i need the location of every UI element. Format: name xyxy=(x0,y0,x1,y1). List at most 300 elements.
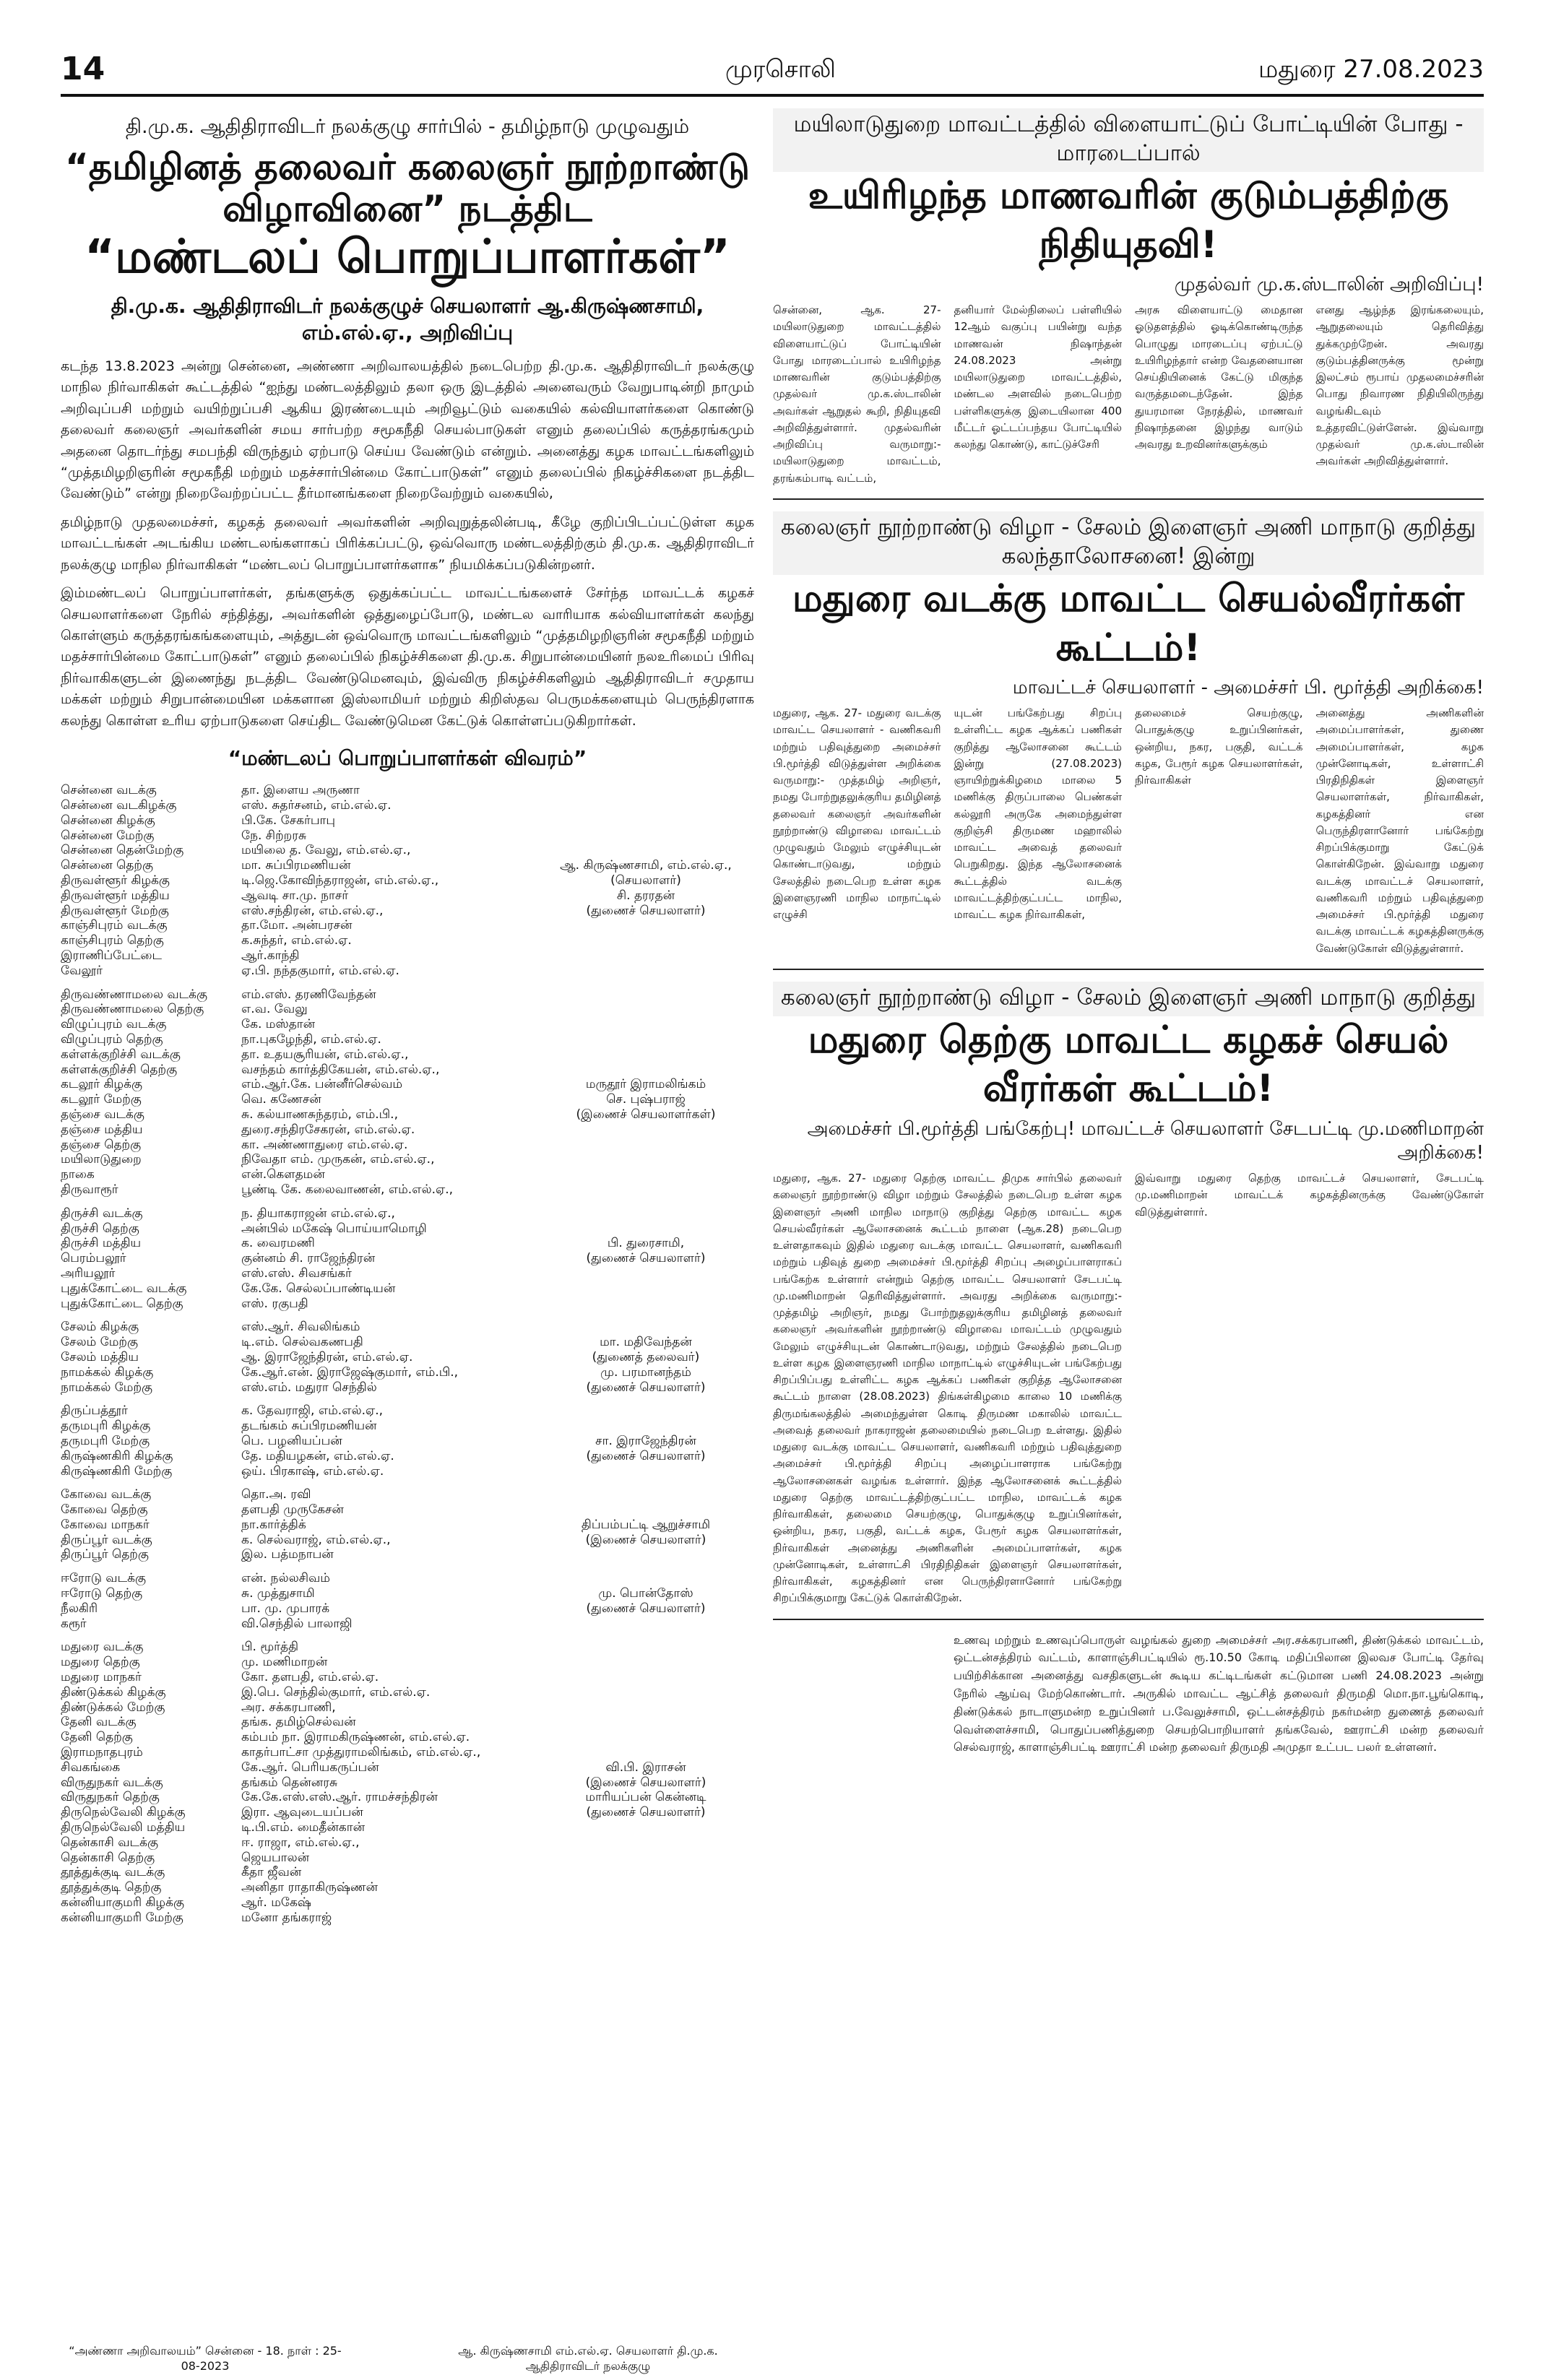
story1-body xyxy=(773,302,1484,487)
zone-row xyxy=(61,904,754,919)
zone-row xyxy=(61,858,754,873)
incharge-cell: மனோ தங்கராஜ் xyxy=(241,1910,332,1925)
district-cell: தஞ்சை வடக்கு xyxy=(61,1107,144,1122)
district-cell: விழுப்புரம் தெற்கு xyxy=(61,1031,163,1047)
incharge-cell: எம்.ஆர்.கே. பன்னீர்செல்வம் xyxy=(241,1077,403,1092)
district-cell: விருதுநகர் தெற்கு xyxy=(61,1790,160,1805)
zone-row xyxy=(61,1152,754,1167)
zone-row xyxy=(61,1820,754,1835)
footer-place-date: “அண்ணா அறிவாலயம்” சென்னை - 18. நாள் : 25-08-2023 xyxy=(69,2344,342,2373)
zone-row xyxy=(61,813,754,828)
zone-row xyxy=(61,1077,754,1092)
zone-officer-cell: (துணைச் செயலாளர்) xyxy=(586,1601,706,1616)
zone-row xyxy=(61,1479,754,1487)
district-cell: நீலகிரி xyxy=(61,1601,98,1616)
zone-officer-cell xyxy=(552,1403,740,1419)
story1-kicker: மயிலாடுதுறை மாவட்டத்தில் விளையாட்டுப் போட்டியின் போது - மாரடைப்பால் xyxy=(773,108,1484,172)
left-headline-2: “மண்டலப் பொறுப்பாளர்கள்” xyxy=(85,230,730,284)
incharge-cell: எஸ். சுதர்சனம், எம்.எல்.ஏ. xyxy=(241,798,392,813)
district-cell: புதுக்கோட்டை தெற்கு xyxy=(61,1296,183,1311)
zone-row xyxy=(61,1206,754,1221)
zone-row xyxy=(61,1063,754,1078)
district-cell: தஞ்சை தெற்கு xyxy=(61,1137,142,1152)
zone-officer-cell xyxy=(552,783,740,798)
district-cell: கள்ளக்குறிச்சி தெற்கு xyxy=(61,1062,178,1077)
divider xyxy=(773,969,1484,970)
story3-subhead: அமைச்சர் பி.மூர்த்தி பங்கேற்பு! மாவட்டச் செயலாளர் சேடபட்டி மு.மணிமாறன் அறிக்கை! xyxy=(807,1118,1484,1164)
zone-row xyxy=(61,1198,754,1206)
district-cell: திருப்பூர் தெற்கு xyxy=(61,1547,149,1562)
district-cell: திருவண்ணாமலை வடக்கு xyxy=(61,987,208,1002)
zone-row xyxy=(61,1311,754,1320)
district-cell: கிருஷ்ணகிரி மேற்கு xyxy=(61,1463,173,1479)
zone-officer-cell xyxy=(552,843,740,858)
incharge-cell: கீதா ஜீவன் xyxy=(241,1865,302,1880)
story1-column: எனது ஆழ்ந்த இரங்கலையும், ஆறுதலையும் தெரிவித்து துக்கமுற்றேன். அவரது குடும்பத்தினருக்கு மூன்று இலட்சம் ரூபாய் முதலமைச்சரின் பொது நிவாரண நிதியிலிருந்து வழங்கிடவும் உத்தரவிட்டுள்ளேன். இவ்வாறு முதல்வர் மு.க.ஸ்டாலின் அவர்கள் அறிவித்துள்ளார். xyxy=(1315,303,1484,468)
announcement-article xyxy=(61,116,754,2340)
zone-row xyxy=(61,1297,754,1312)
zone-officer-cell: (இணைச் செயலாளர்கள்) xyxy=(576,1107,716,1122)
zone-officer-cell xyxy=(552,1670,740,1685)
zone-officer-cell xyxy=(552,1715,740,1730)
zone-row xyxy=(61,1805,754,1820)
incharge-cell: தா. உதயசூரியன், எம்.எல்.ஏ., xyxy=(241,1047,409,1062)
zone-officer-cell xyxy=(552,1221,740,1237)
incharge-cell: எஸ்.எம். மதுரா செந்தில் xyxy=(241,1380,377,1395)
incharge-cell: டி.பி.எம். மைதீன்கான் xyxy=(241,1820,366,1835)
district-cell: சென்னை வடகிழக்கு xyxy=(61,798,177,813)
page-number: 14 xyxy=(61,51,105,87)
story2-column: தலைமைச் செயற்குழு, பொதுக்குழு உறுப்பினர்கள், ஒன்றிய, நகர, பகுதி, வட்டக் கழக, பேரூர் கழக செயலாளர்கள், நிர்வாகிகள் xyxy=(1135,706,1303,787)
zone-row xyxy=(61,1002,754,1017)
incharge-cell: கே.ஆர்.என். இராஜேஷ்குமார், எம்.பி., xyxy=(241,1364,459,1380)
zone-officer-cell xyxy=(552,1880,740,1895)
district-cell: மதுரை வடக்கு xyxy=(61,1640,144,1655)
zone-row xyxy=(61,798,754,813)
zone-row xyxy=(61,1571,754,1586)
incharge-cell: ஆவடி சா.மு. நாசர் xyxy=(241,888,349,903)
zone-officer-cell: (துணைச் செயலாளர்) xyxy=(586,903,706,918)
zone-row xyxy=(61,1745,754,1760)
incharge-cell: க. தேவராஜி, எம்.எல்.ஏ., xyxy=(241,1403,384,1419)
incharge-cell: வெ. கணேசன் xyxy=(241,1092,321,1107)
zone-row xyxy=(61,1715,754,1730)
incharge-cell: கே. மஸ்தான் xyxy=(241,1017,316,1032)
incharge-cell: எஸ்.சந்திரன், எம்.எல்.ஏ., xyxy=(241,903,384,918)
district-cell: மதுரை தெற்கு xyxy=(61,1655,140,1670)
divider xyxy=(773,1619,1484,1620)
footer-signature: ஆ. கிருஷ்ணசாமி எம்.எல்.ஏ. செயலாளர் தி.மு.க. ஆதிதிராவிடர் நலக்குழு xyxy=(458,2344,718,2373)
incharge-cell: துரை.சந்திரசேகரன், எம்.எல்.ஏ. xyxy=(241,1122,415,1137)
district-cell: இராணிப்பேட்டை xyxy=(61,948,163,963)
zone-officer-cell: (இணைச் செயலாளர்) xyxy=(585,1775,706,1790)
zone-row xyxy=(61,828,754,844)
incharge-cell: கே.ஆர். பெரியகருப்பன் xyxy=(241,1760,379,1775)
district-cell: பெரம்பலூர் xyxy=(61,1251,126,1266)
zone-officer-cell: மாரியப்பன் கென்னடி xyxy=(585,1790,706,1805)
incharge-cell: பி. மூர்த்தி xyxy=(241,1640,299,1655)
announcement-footer xyxy=(61,2344,754,2373)
incharge-cell: ஒய். பிரகாஷ், எம்.எல்.ஏ. xyxy=(241,1463,384,1479)
zone-row xyxy=(61,1107,754,1122)
incharge-cell: குன்னம் சி. ராஜேந்திரன் xyxy=(241,1251,376,1266)
story1-column: சென்னை, ஆக. 27- மயிலாடுதுறை மாவட்டத்தில் விளையாட்டுப் போட்டியின் போது மாரடைப்பால் உயிரிழந்த மாணவரின் குடும்பத்திற்கு முதல்வர் மு.க.ஸ்டாலின் அவர்கள் ஆறுதல் கூறி, நிதியுதவி அறிவித்துள்ளார். முதல்வரின் அறிவிப்பு வருமாறு:- மயிலாடுதுறை மாவட்டம், தரங்கம்பாடி வட்டம், xyxy=(773,303,941,485)
zone-officer-cell xyxy=(552,1911,740,1926)
left-paragraph: கடந்த 13.8.2023 அன்று சென்னை, அண்ணா அறிவாலயத்தில் நடைபெற்ற தி.மு.க. ஆதிதிராவிடர் நலக்குழு மாநில நிர்வாகிகள் கூட்டத்தில் “ஐந்து மண்டலத்திலும் தலா ஒரு இடத்தில் அனைவரும் வேறுபாடின்றி நாமும் அறிவுப்பசி மற்றும் வயிற்றுப்பசி ஆகிய இரண்டையும் அறிவூட்டும் வகையில் கல்வியாளர்களை கொண்டு தலைவர் கலைஞர் அவர்களின் சமய சார்பற்ற சமூகநீதி செயல்பாடுகள் எனும் தலைப்பில் கருத்தரங்கமும் அதனை தொடர்ந்து சமபந்தி விருந்தும் ஏற்பாடு செய்ய வேண்டும் என்றும். அனைத்து கழக மாவட்டங்களிலும் “முத்தமிழறிஞரின் சமூகநீதி மற்றும் மதச்சார்பின்மை கோட்பாடுகள்” எனும் தலைப்பில் நிகழ்ச்சிகளை நடத்திட வேண்டும்” என்று நிறைவேற்றப்பட்ட தீர்மானங்களை நிறைவேற்றும் வகையில், xyxy=(61,358,754,502)
incharge-cell: கோ. தளபதி, எம்.எல்.ஏ. xyxy=(241,1670,379,1685)
zone-officer-cell: (செயலாளர்) xyxy=(610,873,681,888)
zone-row xyxy=(61,1617,754,1632)
zone-officer-cell xyxy=(552,1017,740,1032)
zone-officer-cell xyxy=(552,1063,740,1078)
incharge-cell: சு. கல்யாணசுந்தரம், எம்.பி., xyxy=(241,1107,398,1122)
dateline: மதுரை 27.08.2023 xyxy=(1258,55,1484,84)
district-cell: சேலம் கிழக்கு xyxy=(61,1320,139,1335)
zone-officer-cell xyxy=(552,1685,740,1700)
incharge-cell: பா. மு. முபாரக் xyxy=(241,1601,330,1616)
zone-row xyxy=(61,1631,754,1640)
zone-row xyxy=(61,1380,754,1395)
zone-row xyxy=(61,1547,754,1562)
left-byline: தி.மு.க. ஆதிதிராவிடர் நலக்குழுச் செயலாளர் ஆ.கிருஷ்ணசாமி, எம்.எல்.ஏ., அறிவிப்பு xyxy=(111,293,704,345)
incharge-cell: டி.ஜெ.கோவிந்தராஜன், எம்.எல்.ஏ., xyxy=(241,873,439,888)
district-cell: மயிலாடுதுறை xyxy=(61,1152,142,1167)
zone-officer-cell xyxy=(552,1266,740,1281)
zone-officer-cell: (இணைச் செயலாளர்) xyxy=(585,1532,706,1547)
incharge-cell: எம்.எஸ். தரணிவேந்தன் xyxy=(241,987,376,1002)
district-cell: கடலூர் கிழக்கு xyxy=(61,1077,142,1092)
zone-list xyxy=(61,783,754,1925)
district-cell: கடலூர் மேற்கு xyxy=(61,1092,142,1107)
incharge-cell: எ.வ. வேலு xyxy=(241,1002,308,1017)
district-cell: தருமபுரி மேற்கு xyxy=(61,1433,150,1448)
incharge-cell: தளபதி முருகேசன் xyxy=(241,1502,344,1518)
incharge-cell: டி.எம். செல்வகணபதி xyxy=(241,1335,363,1350)
newspaper-name: முரசொலி xyxy=(725,55,836,84)
district-cell: திருப்பூர் வடக்கு xyxy=(61,1532,152,1547)
zone-row xyxy=(61,1221,754,1237)
zone-row xyxy=(61,1730,754,1745)
zone-row xyxy=(61,843,754,858)
district-cell: தென்காசி வடக்கு xyxy=(61,1835,158,1850)
incharge-cell: கம்பம் நா. இராமகிருஷ்ணன், எம்.எல்.ஏ. xyxy=(241,1730,470,1745)
zone-officer-cell xyxy=(552,1640,740,1655)
incharge-cell: அன்பில் மகேஷ் பொய்யாமொழி xyxy=(241,1221,427,1236)
photo-caption: உணவு மற்றும் உணவுப்பொருள் வழங்கல் துறை அமைச்சர் அர.சக்கரபாணி, திண்டுக்கல் மாவட்டம், ஒட்டன்சத்திரம் வட்டம், காளாஞ்சிபட்டியில் ரூ.10.50 கோடி மதிப்பிலான இலவச போட்டி தேர்வு பயிற்சிக்கான அனைத்து வசதிகளுடன் கூடிய கட்டிடங்கள் கட்டுமான பணி 24.08.2023 அன்று நேரில் ஆய்வு மேற்கொண்டார். அருகில் மாவட்ட ஆட்சித் தலைவர் திருமதி மொ.நா.பூங்கொடி, திண்டுக்கல் நாடாளுமன்ற உறுப்பினர் ப.வேலுச்சாமி, ஒட்டன்சத்திரம் நகர்மன்ற துணைத் தலைவர் வெள்ளைச்சாமி, பொதுப்பணித்துறை செயற்பொறியாளர் தங்கவேல், ஊராட்சி மன்ற தலைவர் செல்வராஜ், காளாஞ்சிபட்டி ஊராட்சி மன்ற தலைவர் திருமதி அமுதா உட்பட பலர் உள்ளனர். xyxy=(954,1632,1484,1754)
zone-row xyxy=(61,1851,754,1866)
zone-row xyxy=(61,1350,754,1365)
district-cell: திருநெல்வேலி கிழக்கு xyxy=(61,1805,186,1820)
zone-officer-cell xyxy=(552,798,740,813)
district-cell: திருவண்ணாமலை தெற்கு xyxy=(61,1002,204,1017)
zone-row xyxy=(61,873,754,888)
zone-officer-cell xyxy=(552,1167,740,1182)
zone-row xyxy=(61,1601,754,1617)
story3-tail: இவ்வாறு மதுரை தெற்கு மாவட்டச் செயலாளர், சேடபட்டி மு.மணிமாறன் மாவட்டக் கழகத்தினருக்கு வேண்டுகோள் விடுத்துள்ளார். xyxy=(1135,1172,1484,1219)
story1-column: அரசு விளையாட்டு மைதான ஓடுதளத்தில் ஓடிக்கொண்டிருந்த பொழுது மாரடைப்பு ஏற்பட்டு உயிரிழந்தார் என்ற வேதனையான செய்தியினைக் கேட்டு மிகுந்த வருத்தமடைந்தேன். இந்த துயரமான நேரத்தில், மாணவர் நிஷாந்தனை இழந்து வாடும் அவரது உறவினர்களுக்கும் xyxy=(1135,303,1303,451)
zone-row xyxy=(61,1790,754,1805)
district-cell: நாமக்கல் மேற்கு xyxy=(61,1380,153,1395)
zone-officer-cell xyxy=(552,1281,740,1297)
zone-officer-cell xyxy=(552,1835,740,1851)
incharge-cell: எஸ்.ஆர். சிவலிங்கம் xyxy=(241,1320,360,1335)
district-cell: திருச்சி வடக்கு xyxy=(61,1206,143,1221)
incharge-cell: க. வைரமணி xyxy=(241,1236,315,1251)
zone-row xyxy=(61,918,754,933)
zone-row xyxy=(61,1685,754,1700)
district-cell: அரியலூர் xyxy=(61,1265,116,1281)
district-cell: தருமபுரி கிழக்கு xyxy=(61,1419,151,1434)
zone-row xyxy=(61,1182,754,1198)
zone-row xyxy=(61,1251,754,1266)
zone-officer-cell xyxy=(552,1320,740,1335)
zone-officer-cell xyxy=(552,1502,740,1518)
zone-officer-cell xyxy=(552,1122,740,1138)
zone-officer-cell xyxy=(552,1297,740,1312)
zone-row xyxy=(61,1032,754,1047)
incharge-cell: வசந்தம் கார்த்திகேயன், எம்.எல்.ஏ., xyxy=(241,1062,440,1077)
left-paragraph: இம்மண்டலப் பொறுப்பாளர்கள், தங்களுக்கு ஒதுக்கப்பட்ட மாவட்டங்களைச் சேர்ந்த மாவட்டக் கழகச் செயலாளர்களை நேரில் சந்தித்து, அவர்களின் ஒத்துழைப்போடு, மண்டல வாரியாக கல்வியாளர்கள் கலந்து கொள்ளும் கருத்தரங்கங்களையும், அத்துடன் ஒவ்வொரு மாவட்டங்களிலும் “முத்தமிழறிஞரின் சமூகநீதி மற்றும் மதச்சார்பின்மை கோட்பாடுகள்” எனும் தலைப்பில் நிகழ்ச்சிகளை தி.மு.க. சிறுபான்மையினர் நலஉரிமைப் பிரிவு நிர்வாகிகளுடன் இணைந்து நடத்திட வேண்டுமெனவும், இவ்விரு நிகழ்ச்சிகளிலும் ஆதிதிராவிடர் சமுதாய மக்கள் மற்றும் சிறுபான்மையின மக்களான இஸ்லாமியர் மற்றும் கிறிஸ்தவ பெருமக்களையும் பெருந்திரளாக கலந்து கொள்ள உரிய ஏற்பாடுகளை செய்திட வேண்டுமென கேட்டுக் கொள்ளப்படுகிறார்கள். xyxy=(61,585,754,729)
zone-officer-cell: மு. பரமானந்தம் xyxy=(600,1364,691,1380)
district-cell: கோவை வடக்கு xyxy=(61,1487,152,1502)
incharge-cell: காதர்பாட்சா முத்துராமலிங்கம், எம்.எல்.ஏ., xyxy=(241,1745,481,1760)
zone-officer-cell xyxy=(552,1464,740,1479)
right-articles xyxy=(773,108,1484,2347)
incharge-cell: ஆ. இராஜேந்திரன், எம்.எல்.ஏ. xyxy=(241,1349,413,1364)
incharge-cell: கா. அண்ணாதுரை எம்.எல்.ஏ. xyxy=(241,1137,408,1152)
district-cell: தேனி தெற்கு xyxy=(61,1730,133,1745)
district-cell: கோவை தெற்கு xyxy=(61,1502,148,1518)
zone-row xyxy=(61,1335,754,1350)
left-paragraph: தமிழ்நாடு முதலமைச்சர், கழகத் தலைவர் அவர்களின் அறிவுறுத்தலின்படி, கீழே குறிப்பிடப்பட்டுள்ள கழக மாவட்டங்கள் அடங்கிய மண்டலங்களாகப் பிரிக்கப்பட்டு, ஒவ்வொரு மண்டலத்திற்கும் தி.மு.க. ஆதிதிராவிடர் நலக்குழு மாநில நிர்வாகிகள் “மண்டலப் பொறுப்பாளர்களாக” நியமிக்கப்படுகின்றனர். xyxy=(61,514,754,573)
story2-column: மதுரை, ஆக. 27- மதுரை வடக்கு மாவட்ட செயலாளர் - வணிகவரி மற்றும் பதிவுத்துறை அமைச்சர் பி.மூர்த்தி விடுத்துள்ள அறிக்கை வருமாறு:- முத்தமிழ் அறிஞர், நமது போற்றுதலுக்குரிய தமிழினத் தலைவர் கலைஞர் அவர்களின் நூற்றாண்டு விழாவை மாவட்டம் முழுவதும் மேலும் எழுச்சியுடன் கொண்டாடுவது, மற்றும் சேலத்தில் நடைபெற உள்ள கழக இளைஞரணி மாநில மாநாட்டில் எழுச்சி xyxy=(773,706,941,922)
district-cell: கரூர் xyxy=(61,1616,87,1631)
zone-row xyxy=(61,1464,754,1479)
zone-officer-cell xyxy=(552,1002,740,1017)
district-cell: நாகை xyxy=(61,1167,95,1182)
zone-row xyxy=(61,979,754,987)
zone-officer-cell xyxy=(552,1820,740,1835)
zone-officer-cell xyxy=(552,964,740,979)
zone-officer-cell xyxy=(552,987,740,1003)
incharge-cell: சு. முத்துசாமி xyxy=(241,1586,315,1601)
zone-row xyxy=(61,1236,754,1251)
zone-officer-cell xyxy=(552,1617,740,1632)
district-cell: விருதுநகர் வடக்கு xyxy=(61,1775,163,1790)
story3-headline: மதுரை தெற்கு மாவட்ட கழகச் செயல் வீரர்கள் கூட்டம்! xyxy=(808,1018,1449,1111)
zone-officer-cell: (துணைச் செயலாளர்) xyxy=(586,1448,706,1463)
zone-row xyxy=(61,1502,754,1518)
zone-officer-cell: மருதூர் இராமலிங்கம் xyxy=(585,1077,706,1092)
district-cell: சேலம் மத்திய xyxy=(61,1349,139,1364)
incharge-cell: வி.செந்தில் பாலாஜி xyxy=(241,1616,353,1631)
zone-officer-cell xyxy=(552,948,740,964)
zone-row xyxy=(61,933,754,948)
district-cell: தஞ்சை மத்திய xyxy=(61,1122,143,1137)
zone-officer-cell: செ. புஷ்பராஜ் xyxy=(606,1092,686,1107)
district-cell: காஞ்சிபுரம் தெற்கு xyxy=(61,933,164,948)
zone-officer-cell xyxy=(552,1571,740,1586)
zone-officer-cell xyxy=(552,1865,740,1880)
story2-kicker: கலைஞர் நூற்றாண்டு விழா - சேலம் இளைஞர் அணி மாநாடு குறித்து கலந்தாலோசனை! இன்று xyxy=(773,511,1484,575)
district-cell: வேலூர் xyxy=(61,963,103,978)
divider xyxy=(773,498,1484,500)
zone-officer-cell xyxy=(552,1419,740,1434)
district-cell: திருவள்ளூர் கிழக்கு xyxy=(61,873,170,888)
story3-main: மதுரை, ஆக. 27- மதுரை தெற்கு மாவட்ட திமுக சார்பில் தலைவர் கலைஞர் நூற்றாண்டு விழா மற்றும் சேலத்தில் நடைபெற உள்ள கழக இளைஞர் அணி மாநில மாநாடு குறித்து தெற்கு மாவட்ட கழக செயல்வீரர்கள் ஆலோசனைக் கூட்டம் நாளை (ஆக.28) நடைபெற உள்ளதாகவும் இதில் மதுரை வடக்கு மாவட்ட செயலாளர், வணிகவரி மற்றும் பதிவுத் துறை அமைச்சர் பி.மூர்த்தி சிறப்பு அழைப்பாளராகப் பங்கேற்க உள்ளார் என்றும் தெற்கு மாவட்ட செயலாளர் சேடபட்டி மு.மணிமாறன் தெரிவித்துள்ளார். அவரது அறிக்கை வருமாறு:- முத்தமிழ் அறிஞர், நமது போற்றுதலுக்குரிய தமிழினத் தலைவர் கலைஞர் அவர்களின் நூற்றாண்டு விழாவை மாவட்டம் முழுவதும் மேலும் எழுச்சியுடன் கொண்டாடுவது, மற்றும் சேலத்தில் நடைபெற உள்ள கழக இளைஞரணி மாநில மாநாட்டில் எழுச்சியுடன் பங்கேற்பது சிறப்பிப்பது உள்ளிட்ட கழக ஆக்கப் பணிகள் குறித்த ஆலோசனை கூட்டம் நாளை (28.08.2023) திங்கள்கிழமை காலை 10 மணிக்கு திருமங்கலத்தில் அமைந்துள்ள கொடி திருமண மகாலில் மாவட்ட அவைத் தலைவர் நாகராஜன் தலைமையில் நடைபெற உள்ளது. இதில் மதுரை வடக்கு மாவட்ட செயலாளர், வணிகவரி மற்றும் பதிவுத்துறை அமைச்சர் பி.மூர்த்தி சிறப்பு அழைப்பாளராக பங்கேற்று ஆலோசனைகள் வழங்க உள்ளார். இந்த ஆலோசனைக் கூட்டத்தில் மதுரை தெற்கு மாவட்டத்திற்குட்பட்ட மாநில, மாவட்டக் கழக நிர்வாகிகள், தலைமை செயற்குழு, பொதுக்குழு உறுப்பினர்கள், ஒன்றிய, நகர, பகுதி, வட்டக் கழக, பேரூர் கழக செயலாளர்கள், நிர்வாகிகள் அனைத்து அணிகளின் அமைப்பாளர்கள், கழக முன்னோடிகள், உள்ளாட்சி பிரதிநிதிகள் இளைஞர் செயலாளர்கள், நிர்வாகிகள், கழகத்தினர் என பெருந்திரளானோர் பங்கேற்று சிறப்பிக்குமாறு கேட்டுக் கொள்கிறேன். xyxy=(773,1172,1122,1605)
incharge-cell: தங்க. தமிழ்செல்வன் xyxy=(241,1715,356,1730)
zone-officer-cell xyxy=(552,1655,740,1670)
left-kicker: தி.மு.க. ஆதிதிராவிடர் நலக்குழு சார்பில் - தமிழ்நாடு முழுவதும் xyxy=(125,116,690,138)
zone-officer-cell xyxy=(552,813,740,828)
incharge-cell: பி.கே. சேகர்பாபு xyxy=(241,813,336,828)
district-cell: கிருஷ்ணகிரி கிழக்கு xyxy=(61,1448,173,1463)
zone-row xyxy=(61,1365,754,1380)
zone-row xyxy=(61,1586,754,1601)
district-cell: சிவகங்கை xyxy=(61,1760,121,1775)
district-cell: சேலம் மேற்கு xyxy=(61,1335,139,1350)
zone-row xyxy=(61,987,754,1003)
incharge-cell: க.சுந்தர், எம்.எல்.ஏ. xyxy=(241,933,352,948)
zone-row xyxy=(61,1655,754,1670)
district-cell: ஈரோடு வடக்கு xyxy=(61,1571,146,1586)
zone-officer-cell: (துணைத் தலைவர்) xyxy=(592,1349,700,1364)
zone-row xyxy=(61,1895,754,1911)
district-cell: தூத்துக்குடி வடக்கு xyxy=(61,1865,165,1880)
incharge-cell: என்.கௌதமன் xyxy=(241,1167,325,1182)
incharge-cell: தடங்கம் சுப்பிரமணியன் xyxy=(241,1419,377,1434)
zone-list-title: “மண்டலப் பொறுப்பாளர்கள் விவரம்” xyxy=(228,746,587,771)
district-cell: திருவள்ளூர் மத்திய xyxy=(61,888,170,903)
district-cell: தூத்துக்குடி தெற்கு xyxy=(61,1880,162,1895)
story2-body xyxy=(773,705,1484,957)
incharge-cell: ஆர்.காந்தி xyxy=(241,948,300,963)
zone-row xyxy=(61,1880,754,1895)
zone-officer-cell: மா. மதிவேந்தன் xyxy=(600,1335,692,1350)
zone-row xyxy=(61,1865,754,1880)
district-cell: திண்டுக்கல் கிழக்கு xyxy=(61,1684,166,1700)
story1-headline: உயிரிழந்த மாணவரின் குடும்பத்திற்கு நிதியுதவி! xyxy=(808,174,1449,267)
incharge-cell: என். நல்லசிவம் xyxy=(241,1571,330,1586)
zone-row xyxy=(61,1670,754,1685)
incharge-cell: கே.கே. செல்லப்பாண்டியன் xyxy=(241,1281,396,1296)
zone-row xyxy=(61,1449,754,1464)
zone-officer-cell xyxy=(552,1730,740,1745)
incharge-cell: நா.புகழேந்தி, எம்.எல்.ஏ. xyxy=(241,1031,381,1047)
incharge-cell: தங்கம் தென்னரசு xyxy=(241,1775,338,1790)
incharge-cell: ஆர். மகேஷ் xyxy=(241,1895,311,1911)
story2-column: யுடன் பங்கேற்பது சிறப்பு உள்ளிட்ட கழக ஆக்கப் பணிகள் குறித்து ஆலோசனை கூட்டம் இன்று (27.08.2023) ஞாயிற்றுக்கிழமை மாலை 5 மணிக்கு திருப்பாலை பெண்கள் கல்லூரி அருகே அமைந்துள்ள குறிஞ்சி திருமண மஹாலில் மாவட்ட அவைத் தலைவர் பெறுகிறது. இந்த ஆலோசனைக் கூட்டத்தில் வடக்கு மாவட்டத்திற்குட்பட்ட மாநில, மாவட்ட கழக நிர்வாகிகள், xyxy=(954,706,1122,922)
incharge-cell: ந. தியாகராஜன் எம்.எல்.ஏ., xyxy=(241,1206,395,1221)
incharge-cell: எஸ்.எஸ். சிவசங்கர் xyxy=(241,1265,352,1281)
district-cell: புதுக்கோட்டை வடக்கு xyxy=(61,1281,187,1296)
district-cell: கன்னியாகுமரி கிழக்கு xyxy=(61,1895,184,1911)
incharge-cell: தா. இளைய அருணா xyxy=(241,783,360,798)
incharge-cell: மா. சுப்பிரமணியன் xyxy=(241,858,351,873)
zone-row xyxy=(61,1092,754,1107)
district-cell: தேனி வடக்கு xyxy=(61,1715,137,1730)
zone-officer-cell: சி. தரரதன் xyxy=(616,888,675,903)
zone-officer-cell xyxy=(552,828,740,844)
story3-kicker: கலைஞர் நூற்றாண்டு விழா - சேலம் இளைஞர் அணி மாநாடு குறித்து xyxy=(773,982,1484,1016)
district-cell: திருச்சி மத்திய xyxy=(61,1236,142,1251)
zone-row xyxy=(61,1017,754,1032)
district-cell: சென்னை தெற்கு xyxy=(61,858,153,873)
zone-row xyxy=(61,1835,754,1851)
district-cell: சென்னை தென்மேற்கு xyxy=(61,843,184,858)
zone-row xyxy=(61,1281,754,1297)
incharge-cell: பெ. பழனியப்பன் xyxy=(241,1433,342,1448)
zone-officer-cell xyxy=(552,1745,740,1760)
district-cell: சென்னை வடக்கு xyxy=(61,783,157,798)
zone-officer-cell: பி. துரைசாமி, xyxy=(607,1236,685,1251)
zone-officer-cell xyxy=(552,1547,740,1562)
district-cell: விழுப்புரம் வடக்கு xyxy=(61,1017,167,1032)
zone-officer-cell: வி.பி. இராசன் xyxy=(605,1760,686,1775)
incharge-cell: நே. சிற்றரசு xyxy=(241,828,307,843)
zone-row xyxy=(61,964,754,979)
district-cell: திருச்சி தெற்கு xyxy=(61,1221,139,1236)
zone-row xyxy=(61,1138,754,1153)
district-cell: சென்னை கிழக்கு xyxy=(61,813,155,828)
zone-row xyxy=(61,1419,754,1434)
district-cell: நாமக்கல் கிழக்கு xyxy=(61,1364,154,1380)
zone-officer-cell xyxy=(552,1032,740,1047)
district-cell: திருநெல்வேலி மத்திய xyxy=(61,1820,186,1835)
zone-row xyxy=(61,1911,754,1926)
district-cell: காஞ்சிபுரம் வடக்கு xyxy=(61,918,168,933)
zone-row xyxy=(61,1760,754,1775)
zone-row xyxy=(61,783,754,798)
zone-officer-cell xyxy=(552,1152,740,1167)
zone-officer-cell xyxy=(552,1206,740,1221)
zone-officer-cell: (துணைச் செயலாளர்) xyxy=(586,1380,706,1395)
zone-officer-cell: திப்பம்பட்டி ஆறுச்சாமி xyxy=(581,1517,711,1532)
zone-officer-cell xyxy=(552,1851,740,1866)
incharge-cell: எஸ். ரகுபதி xyxy=(241,1296,308,1311)
zone-row xyxy=(61,1533,754,1548)
district-cell: திருவாரூர் xyxy=(61,1182,118,1197)
zone-row xyxy=(61,1122,754,1138)
zone-row xyxy=(61,1700,754,1715)
story2-subhead: மாவட்டச் செயலாளர் - அமைச்சர் பி. மூர்த்தி அறிக்கை! xyxy=(1012,677,1484,699)
left-headline: “தமிழினத் தலைவர் கலைஞர் நூற்றாண்டு விழாவினை” நடத்திட xyxy=(64,146,751,230)
zone-row xyxy=(61,1518,754,1533)
incharge-cell: அனிதா ராதாகிருஷ்ணன் xyxy=(241,1880,379,1895)
incharge-cell: பூண்டி கே. கலைவாணன், எம்.எல்.ஏ., xyxy=(241,1182,454,1197)
incharge-cell: ஏ.பி. நந்தகுமார், எம்.எல்.ஏ. xyxy=(241,963,399,978)
zone-officer-cell xyxy=(552,1047,740,1063)
zone-officer-cell xyxy=(552,1895,740,1911)
zone-officer-cell: (துணைச் செயலாளர்) xyxy=(586,1251,706,1266)
zone-officer-cell: ஆ. கிருஷ்ணசாமி, எம்.எல்.ஏ., xyxy=(560,858,732,873)
story1-subhead: முதல்வர் மு.க.ஸ்டாலின் அறிவிப்பு! xyxy=(1174,274,1484,296)
zone-row xyxy=(61,1775,754,1791)
incharge-cell: ஜெயபாலன் xyxy=(241,1850,310,1865)
district-cell: மதுரை மாநகர் xyxy=(61,1670,142,1685)
district-cell: கன்னியாகுமரி மேற்கு xyxy=(61,1910,183,1925)
zone-row xyxy=(61,1167,754,1182)
zone-row xyxy=(61,948,754,964)
incharge-cell: தே. மதியழகன், எம்.எல்.ஏ. xyxy=(241,1448,394,1463)
incharge-cell: தா.மோ. அன்பரசன் xyxy=(241,918,353,933)
zone-officer-cell xyxy=(552,1182,740,1198)
incharge-cell: ஈ. ராஜா, எம்.எல்.ஏ., xyxy=(241,1835,360,1850)
zone-row xyxy=(61,1266,754,1281)
zone-row xyxy=(61,1487,754,1502)
district-cell: ஈரோடு தெற்கு xyxy=(61,1586,143,1601)
zone-row xyxy=(61,1434,754,1449)
